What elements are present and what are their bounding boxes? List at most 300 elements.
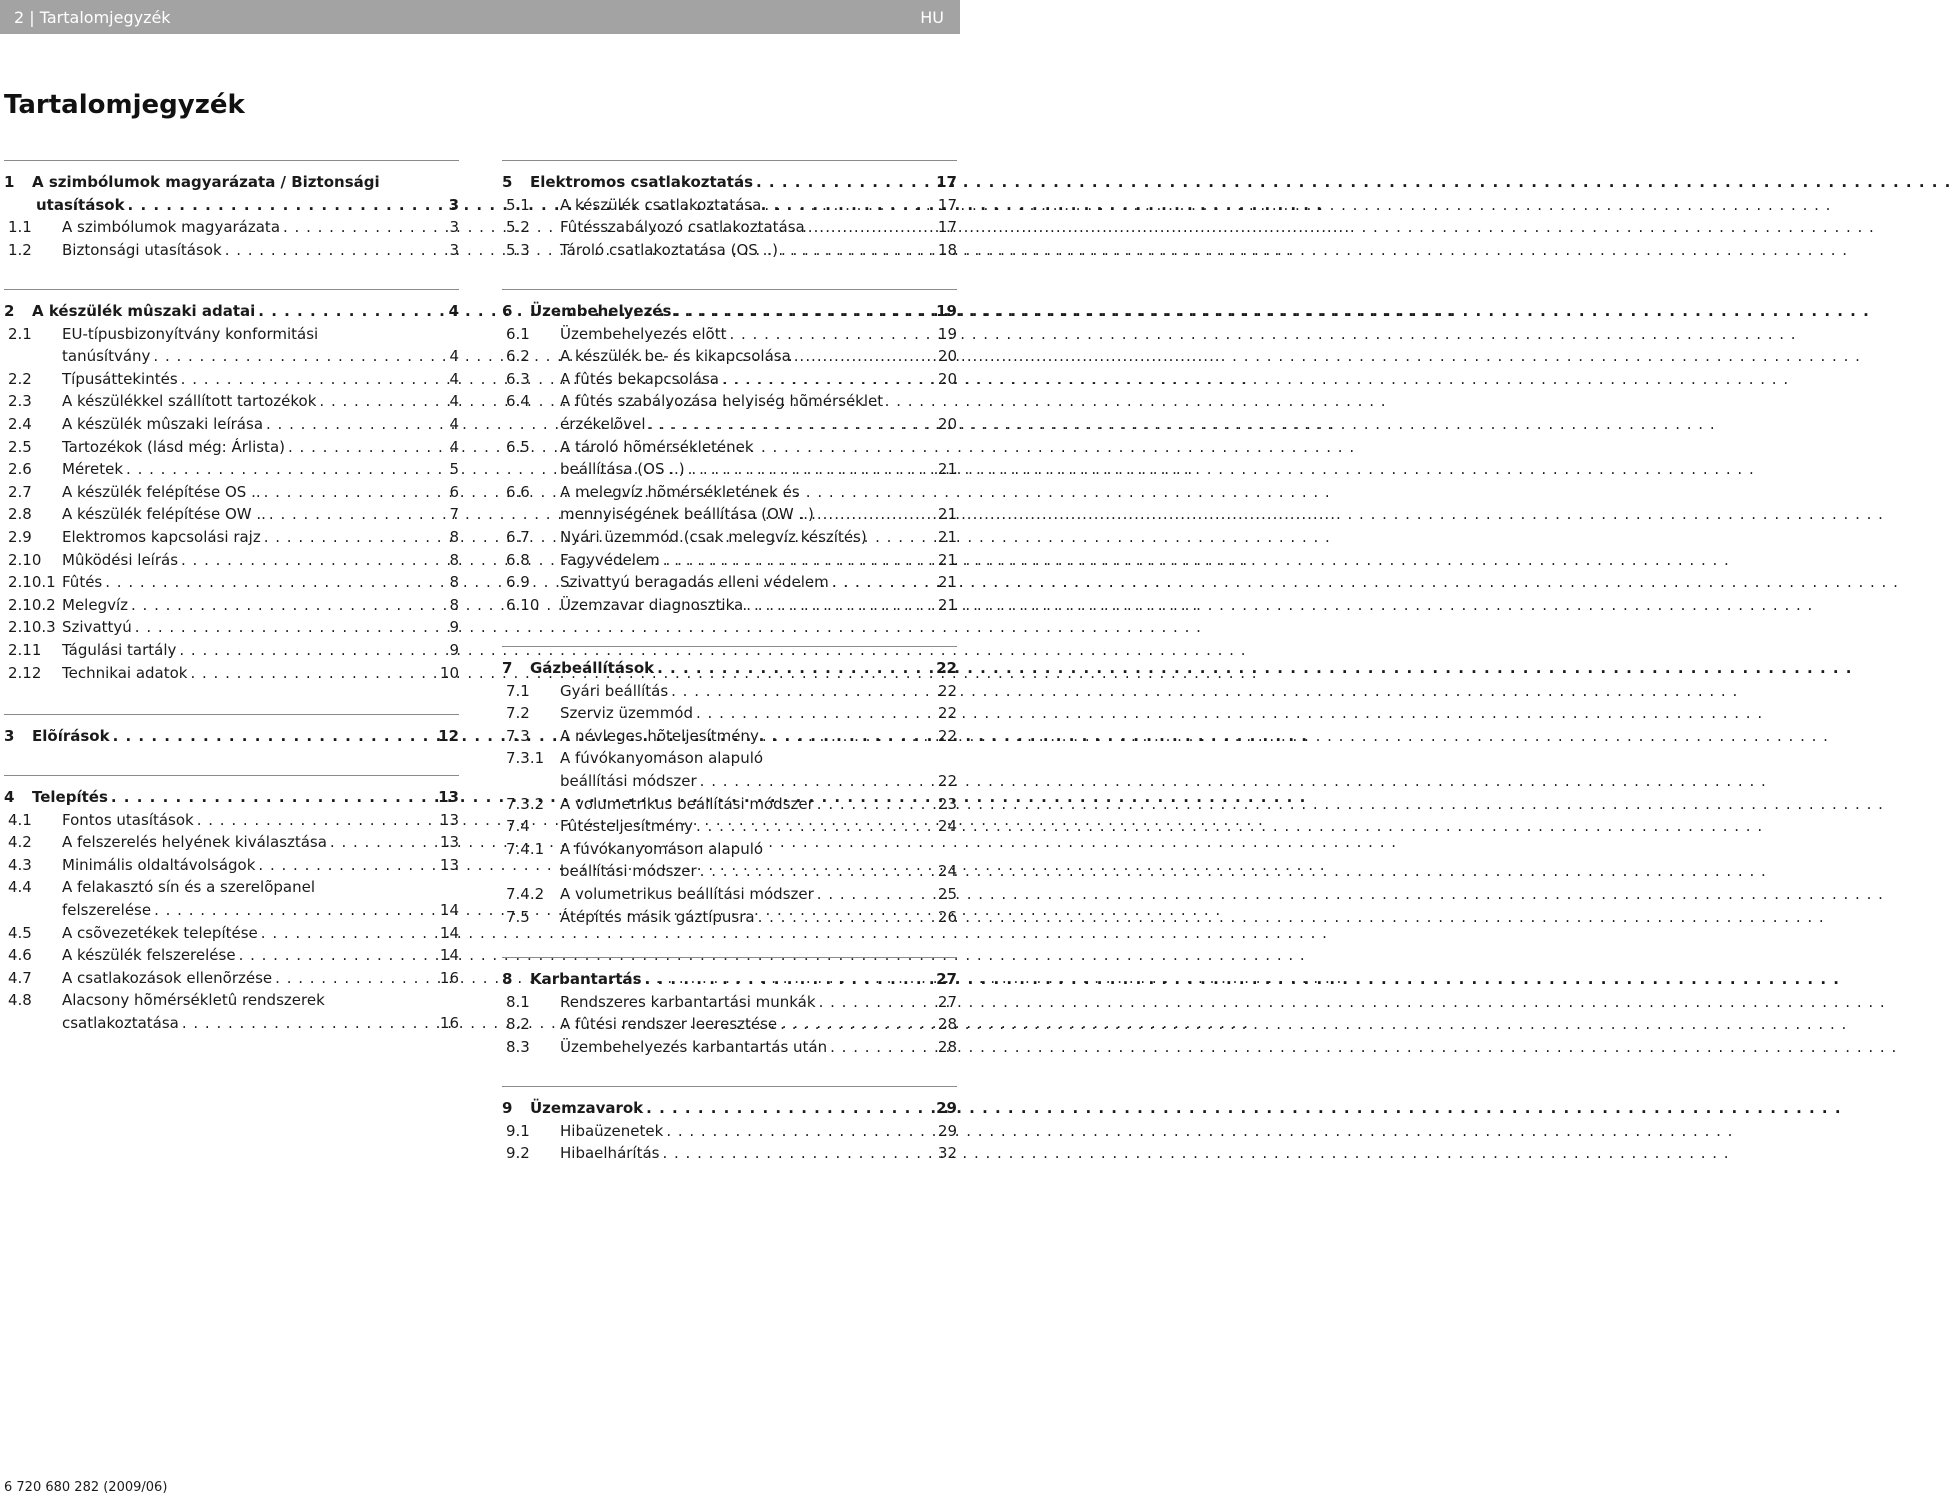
toc-page-number: 28 (937, 1015, 957, 1034)
toc-entry[interactable] (502, 323, 957, 346)
toc-page-number: 13 (439, 833, 459, 852)
toc-page-number: 8 (449, 573, 459, 592)
toc-entry[interactable] (4, 571, 459, 594)
toc-chapter-entry[interactable] (502, 300, 957, 323)
toc-number: 4.8 (8, 991, 32, 1010)
toc-title: beállítása (OS ..) (560, 460, 685, 479)
toc-leader-dots (132, 616, 446, 639)
toc-title: A csõvezetékek telepítése (62, 923, 258, 942)
toc-leader-dots (643, 1097, 932, 1120)
toc-entry[interactable] (4, 481, 459, 504)
toc-number: 6.8 (506, 550, 530, 569)
toc-entry[interactable] (502, 680, 957, 703)
toc-number: 7.1 (506, 681, 530, 700)
toc-leader-dots (743, 594, 934, 617)
toc-leader-dots (316, 390, 445, 413)
toc-entry[interactable] (502, 1036, 957, 1059)
toc-title: Üzembehelyezés elõtt (560, 324, 727, 343)
toc-number: 8 (502, 970, 513, 988)
toc-title: A tároló hõmérsékletének (560, 437, 754, 456)
toc-leader-dots (128, 594, 445, 617)
toc-title: A készülék csatlakoztatása (560, 195, 762, 214)
toc-entry[interactable] (502, 1120, 957, 1143)
toc-page-number: 16 (439, 968, 459, 987)
toc-title: A csatlakozások ellenõrzése (62, 968, 273, 987)
toc-entry[interactable] (4, 809, 459, 832)
toc-page-number: 14 (439, 923, 459, 942)
toc-entry[interactable] (4, 639, 459, 662)
toc-page-number: 24 (937, 862, 957, 881)
toc-title: Méretek (62, 460, 124, 479)
toc-title: A fúvókanyomáson alapuló (560, 749, 764, 768)
toc-number: 1.2 (8, 240, 32, 259)
toc-leader-dots (280, 216, 445, 239)
toc-title: A felakasztó sín és a szerelõpanel (62, 878, 316, 897)
toc-leader-dots (266, 503, 446, 526)
toc-leader-dots (814, 793, 934, 816)
toc-number: 4 (4, 788, 15, 806)
toc-title: Tartozékok (lásd még: Árlista) (62, 437, 285, 456)
toc-page-number: 3 (449, 240, 459, 259)
toc-entry[interactable] (4, 368, 459, 391)
toc-number: 6.10 (506, 595, 540, 614)
toc-title: A volumetrikus beállítási módszer (560, 884, 814, 903)
toc-entry[interactable] (4, 239, 459, 262)
toc-title: Fûtésteljesítmény (560, 817, 694, 836)
toc-page-number: 26 (937, 907, 957, 926)
toc-entry[interactable] (4, 831, 459, 854)
toc-entry[interactable] (4, 549, 459, 572)
toc-leader-dots (151, 899, 436, 922)
toc-title: A készülék mûszaki leírása (62, 414, 264, 433)
toc-page-number: 21 (937, 460, 957, 479)
toc-entry[interactable] (502, 594, 957, 617)
section-divider (502, 160, 957, 161)
toc-leader-dots (102, 571, 445, 594)
toc-entry[interactable] (4, 413, 459, 436)
toc-entry[interactable] (4, 989, 459, 1012)
toc-page-number: 18 (937, 240, 957, 259)
toc-entry[interactable] (4, 458, 459, 481)
toc-page-number: 25 (937, 884, 957, 903)
toc-page-number: 5 (449, 460, 459, 479)
toc-entry[interactable] (4, 503, 459, 526)
toc-leader-dots (668, 680, 934, 703)
toc-page-number: 21 (937, 527, 957, 546)
toc-number: 1 (4, 173, 15, 191)
toc-page-number: 6 (449, 482, 459, 501)
toc-number: 2.12 (8, 663, 42, 682)
toc-leader-dots (261, 481, 446, 504)
toc-entry[interactable] (502, 906, 957, 929)
toc-page-number: 4 (448, 302, 459, 320)
toc-title: Üzembehelyezés (530, 302, 672, 320)
toc-title: A készülék felszerelése (62, 946, 236, 965)
toc-number: 7.2 (506, 704, 530, 723)
toc-number: 4.7 (8, 968, 32, 987)
toc-page-number: 4 (449, 414, 459, 433)
toc-chapter-entry[interactable] (4, 171, 459, 194)
toc-chapter-entry[interactable] (502, 657, 957, 680)
toc-title: A névleges hõteljesítmény (560, 726, 759, 745)
toc-leader-dots (827, 1036, 934, 1059)
toc-title: A fûtési rendszer leeresztése (560, 1015, 778, 1034)
toc-leader-dots (685, 458, 934, 481)
toc-page-number: 24 (937, 817, 957, 836)
toc-title: Fûtésszabályozó csatlakoztatása (560, 218, 805, 237)
document-number: 6 720 680 282 (2009/06) (4, 1480, 168, 1495)
toc-number: 6.7 (506, 527, 530, 546)
toc-title: Biztonsági utasítások (62, 240, 222, 259)
toc-entry[interactable] (502, 413, 957, 436)
toc-entry[interactable] (4, 616, 459, 639)
toc-page-number: 19 (936, 302, 957, 320)
page-header (0, 0, 960, 34)
toc-number: 9.2 (506, 1144, 530, 1163)
toc-number: 6.2 (506, 347, 530, 366)
toc-entry[interactable] (4, 390, 459, 413)
toc-title: Rendszeres karbantartási munkák (560, 992, 816, 1011)
toc-entry[interactable] (502, 747, 957, 770)
toc-entry[interactable] (502, 390, 957, 413)
toc-entry[interactable] (4, 1012, 459, 1035)
toc-entry[interactable] (502, 1142, 957, 1165)
toc-entry[interactable] (4, 899, 459, 922)
toc-number: 2.3 (8, 392, 32, 411)
toc-number: 5.1 (506, 195, 530, 214)
toc-page-number: 4 (449, 347, 459, 366)
toc-title: Tároló csatlakoztatása (OS ..) (560, 240, 778, 259)
toc-section (502, 289, 957, 616)
toc-entry[interactable] (4, 436, 459, 459)
toc-entry[interactable] (4, 526, 459, 549)
toc-number: 8.2 (506, 1015, 530, 1034)
toc-leader-dots (222, 239, 446, 262)
toc-number: 2.8 (8, 505, 32, 524)
toc-title: Gyári beállítás (560, 681, 669, 700)
toc-number: 2.7 (8, 482, 32, 501)
toc-page-number: 17 (936, 173, 957, 191)
toc-title: A volumetrikus beállítási módszer (560, 794, 814, 813)
toc-leader-dots (805, 216, 934, 239)
section-divider (4, 289, 459, 290)
toc-page-number: 21 (937, 573, 957, 592)
toc-section (4, 289, 459, 684)
toc-page-number: 9 (449, 640, 459, 659)
toc-chapter-entry[interactable] (4, 786, 459, 809)
toc-number: 9.1 (506, 1121, 530, 1140)
toc-entry[interactable] (4, 967, 459, 990)
toc-page-number: 20 (937, 369, 957, 388)
toc-page-number: 3 (448, 195, 459, 214)
toc-title: A fûtés bekapcsolása (560, 369, 720, 388)
toc-leader-dots (697, 860, 934, 883)
toc-page-number: 22 (936, 659, 957, 677)
toc-page-number: 8 (449, 595, 459, 614)
toc-page-number: 21 (937, 550, 957, 569)
toc-leader-dots (179, 1012, 436, 1035)
toc-number: 6.5 (506, 437, 530, 456)
toc-number: 5 (502, 173, 513, 191)
toc-title: Alacsony hõmérsékletû rendszerek (62, 991, 325, 1010)
toc-title: A melegvíz hõmérsékletének és (560, 482, 800, 501)
toc-number: 4.4 (8, 878, 32, 897)
toc-entry[interactable] (502, 549, 957, 572)
toc-entry[interactable] (502, 883, 957, 906)
toc-entry[interactable] (502, 194, 957, 217)
toc-title: mennyiségének beállítása (OW ..) (560, 505, 814, 524)
toc-entry[interactable] (4, 216, 459, 239)
toc-title: Elõírások (32, 727, 110, 745)
toc-entry[interactable] (502, 793, 957, 816)
toc-page-number: 14 (439, 900, 459, 919)
toc-leader-dots (236, 944, 436, 967)
toc-page-number: 8 (449, 527, 459, 546)
toc-leader-dots (726, 323, 933, 346)
toc-number: 2.2 (8, 369, 32, 388)
toc-chapter-entry[interactable] (502, 171, 957, 194)
toc-number: 2 (4, 302, 15, 320)
toc-number: 7.4 (506, 817, 530, 836)
toc-page-number: 10 (439, 663, 459, 682)
toc-entry[interactable] (4, 345, 459, 368)
header-language: HU (920, 8, 944, 27)
toc-leader-dots (285, 436, 445, 459)
section-divider (502, 1086, 957, 1087)
toc-title: Fontos utasítások (62, 810, 194, 829)
toc-title: Szivattyú beragadás elleni védelem (560, 573, 829, 592)
toc-number: 4.2 (8, 833, 32, 852)
toc-leader-dots (255, 854, 435, 877)
toc-section (502, 160, 957, 261)
toc-number: 4.5 (8, 923, 32, 942)
toc-entry[interactable] (4, 323, 459, 346)
toc-chapter-entry[interactable] (4, 194, 459, 217)
toc-page-number: 7 (449, 505, 459, 524)
toc-page-number: 14 (439, 946, 459, 965)
toc-entry[interactable] (502, 1013, 957, 1036)
toc-entry[interactable] (502, 702, 957, 725)
toc-entry[interactable] (502, 345, 957, 368)
toc-number: 2.5 (8, 437, 32, 456)
toc-title: felszerelése (62, 900, 152, 919)
toc-title: Hibaelhárítás (560, 1144, 660, 1163)
toc-title: Elektromos kapcsolási rajz (62, 527, 261, 546)
toc-title: Szivattyú (62, 618, 132, 637)
toc-leader-dots (187, 662, 435, 685)
toc-entry[interactable] (502, 770, 957, 793)
toc-entry[interactable] (502, 571, 957, 594)
toc-title: A szimbólumok magyarázata / Biztonsági (32, 173, 380, 191)
toc-number: 3 (4, 727, 15, 745)
toc-leader-dots (255, 300, 444, 323)
toc-title: Üzemzavar diagnosztika (560, 595, 744, 614)
toc-chapter-entry[interactable] (4, 725, 459, 748)
toc-leader-dots (778, 239, 934, 262)
toc-entry[interactable] (502, 838, 957, 861)
toc-leader-dots (150, 345, 445, 368)
toc-leader-dots (829, 571, 934, 594)
toc-number: 8.3 (506, 1037, 530, 1056)
toc-leader-dots (194, 809, 436, 832)
toc-page-number: 28 (937, 1037, 957, 1056)
toc-entry[interactable] (4, 876, 459, 899)
toc-entry[interactable] (502, 481, 957, 504)
toc-page-number: 20 (937, 414, 957, 433)
toc-page-number: 17 (937, 218, 957, 237)
toc-page-number: 22 (937, 726, 957, 745)
toc-title: Átépítés másik gáztípusra (560, 907, 755, 926)
toc-title: Elektromos csatlakoztatás (530, 173, 753, 191)
toc-leader-dots (125, 194, 445, 217)
toc-title: Szerviz üzemmód (560, 704, 694, 723)
toc-number: 7 (502, 659, 513, 677)
toc-title: Mûködési leírás (62, 550, 179, 569)
section-divider (4, 775, 459, 776)
toc-leader-dots (258, 922, 436, 945)
toc-number: 5.3 (506, 240, 530, 259)
toc-page-number: 22 (937, 704, 957, 723)
toc-page-number: 4 (449, 369, 459, 388)
toc-number: 4.6 (8, 946, 32, 965)
page-title: Tartalomjegyzék (4, 90, 245, 120)
toc-leader-dots (654, 657, 932, 680)
toc-title: Technikai adatok (62, 663, 188, 682)
toc-number: 2.10 (8, 550, 42, 569)
toc-entry[interactable] (502, 436, 957, 459)
toc-section (502, 957, 957, 1058)
toc-title: Üzembehelyezés karbantartás után (560, 1037, 828, 1056)
toc-leader-dots (814, 503, 934, 526)
toc-entry[interactable] (4, 922, 459, 945)
toc-title: utasítások (36, 195, 125, 214)
toc-entry[interactable] (502, 503, 957, 526)
toc-section (502, 646, 957, 928)
toc-number: 2.10.2 (8, 595, 56, 614)
toc-entry[interactable] (502, 526, 957, 549)
toc-title: beállítási módszer (560, 862, 697, 881)
toc-title: csatlakoztatása (62, 1013, 179, 1032)
toc-leader-dots (753, 171, 932, 194)
toc-leader-dots (693, 815, 934, 838)
toc-chapter-entry[interactable] (502, 1097, 957, 1120)
toc-number: 8.1 (506, 992, 530, 1011)
toc-title: Fûtés (62, 573, 103, 592)
header-page-label: 2 | Tartalomjegyzék (14, 8, 171, 27)
toc-title: Gázbeállítások (530, 659, 655, 677)
toc-chapter-entry[interactable] (4, 300, 459, 323)
toc-title: Telepítés (32, 788, 108, 806)
toc-leader-dots (178, 368, 446, 391)
toc-number: 5.2 (506, 218, 530, 237)
toc-section (4, 160, 459, 261)
toc-entry[interactable] (502, 458, 957, 481)
toc-page-number: 22 (937, 681, 957, 700)
toc-title: Minimális oldaltávolságok (62, 855, 256, 874)
toc-number: 2.9 (8, 527, 32, 546)
toc-title: Típusáttekintés (62, 369, 178, 388)
section-divider (4, 160, 459, 161)
toc-page-number: 17 (937, 195, 957, 214)
toc-number: 2.4 (8, 414, 32, 433)
toc-title: Hibaüzenetek (560, 1121, 664, 1140)
toc-page-number: 8 (449, 550, 459, 569)
toc-leader-dots (660, 549, 934, 572)
toc-entry[interactable] (4, 594, 459, 617)
toc-page-number: 22 (937, 771, 957, 790)
toc-entry[interactable] (502, 725, 957, 748)
toc-number: 6.9 (506, 573, 530, 592)
toc-title: beállítási módszer (560, 771, 697, 790)
toc-title: A készülék felépítése OW .. (62, 505, 266, 524)
toc-title: A készülék mûszaki adatai (32, 302, 256, 320)
toc-page-number: 29 (936, 1099, 957, 1117)
toc-leader-dots (123, 458, 445, 481)
toc-title: A fûtés szabályozása helyiség hõmérséklet (560, 392, 884, 411)
toc-entry[interactable] (502, 991, 957, 1014)
toc-title: A készülékkel szállított tartozékok (62, 392, 317, 411)
toc-page-number: 13 (439, 810, 459, 829)
toc-title: A szimbólumok magyarázata (62, 218, 281, 237)
toc-number: 2.11 (8, 640, 42, 659)
toc-number: 9 (502, 1099, 513, 1117)
toc-leader-dots (816, 991, 934, 1014)
toc-entry[interactable] (502, 216, 957, 239)
toc-leader-dots (759, 725, 934, 748)
toc-leader-dots (263, 413, 445, 436)
toc-leader-dots (663, 1120, 934, 1143)
toc-page-number: 4 (449, 437, 459, 456)
toc-entry[interactable] (502, 860, 957, 883)
toc-entry[interactable] (502, 239, 957, 262)
toc-number: 7.3.1 (506, 749, 545, 768)
toc-number: 7.4.2 (506, 884, 545, 903)
toc-page-number: 21 (937, 595, 957, 614)
toc-chapter-entry[interactable] (502, 968, 957, 991)
toc-leader-dots (777, 1013, 934, 1036)
toc-page-number: 20 (937, 347, 957, 366)
toc-leader-dots (761, 194, 934, 217)
toc-title: EU-típusbizonyítvány konformitási (62, 324, 319, 343)
toc-number: 7.4.1 (506, 839, 545, 858)
toc-leader-dots (176, 639, 445, 662)
toc-leader-dots (693, 702, 934, 725)
toc-number: 2.1 (8, 324, 32, 343)
toc-title: Üzemzavarok (530, 1099, 644, 1117)
toc-number: 4.1 (8, 810, 32, 829)
toc-title: tanúsítvány (62, 347, 151, 366)
toc-title: érzékelõvel (560, 414, 646, 433)
toc-entry[interactable] (502, 815, 957, 838)
toc-leader-dots (646, 413, 934, 436)
toc-entry[interactable] (4, 854, 459, 877)
toc-leader-dots (642, 968, 933, 991)
section-divider (502, 957, 957, 958)
toc-number: 4.3 (8, 855, 32, 874)
toc-section (502, 1086, 957, 1165)
toc-number: 6.3 (506, 369, 530, 388)
toc-title: Karbantartás (530, 970, 642, 988)
toc-title: A készülék felépítése OS .. (62, 482, 261, 501)
toc-entry[interactable] (4, 662, 459, 685)
section-divider (502, 646, 957, 647)
toc-leader-dots (272, 967, 436, 990)
toc-entry[interactable] (502, 368, 957, 391)
toc-leader-dots (697, 770, 934, 793)
toc-page-number: 9 (449, 618, 459, 637)
toc-title: A fúvókanyomáson alapuló (560, 839, 764, 858)
toc-entry[interactable] (4, 944, 459, 967)
